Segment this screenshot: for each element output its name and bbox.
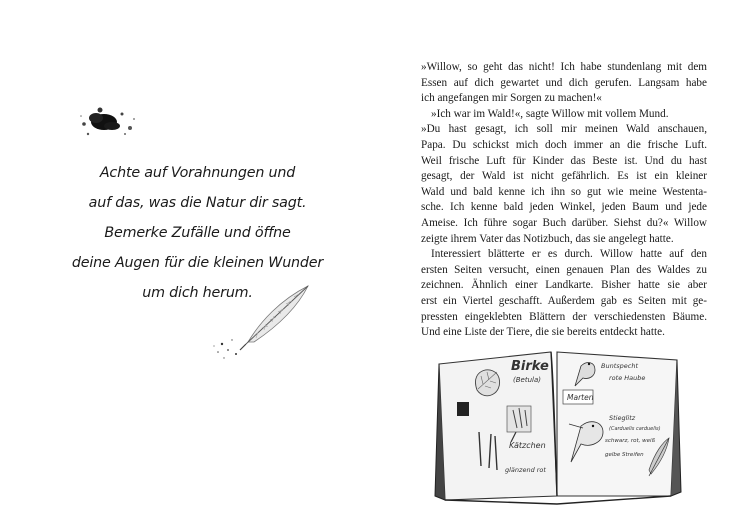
quote-line: deine Augen für die kleinen Wunder — [71, 255, 324, 271]
open-notebook-illustration — [433, 346, 683, 506]
text-line: Papa. Du schickst mich doch immer an die frische Luft. — [421, 138, 707, 151]
text-line: ich angefangen mir Sorgen zu machen!« — [421, 92, 602, 105]
quote-line: Bemerke Zufälle und öffne — [104, 225, 291, 241]
text-line: »Du hast gesagt, ich soll mir meinen Wald anschauen, — [421, 123, 707, 136]
text-line: erst ein Viertel geschafft. Außerdem gab es Seiten mit ge- — [421, 294, 707, 307]
sketch-label-rote-haube: rote Haube — [609, 374, 646, 382]
text-line: Interessiert blätterte er es durch. Willow hatte auf den — [431, 248, 707, 261]
sketch-label-buntspecht: Buntspecht — [601, 362, 639, 370]
sketch-label-stieglitz: Stieglitz — [609, 414, 636, 422]
sketch-label-marten: Marten — [567, 393, 594, 402]
text-line: zeichnen. Ähnlich einer Landkarte. Bisher hatte sie aber — [421, 279, 707, 292]
right-page — [375, 0, 750, 530]
text-line: Und eine Liste der Tiere, die sie bereits entdeckt hatte. — [421, 326, 665, 339]
quote-line: Achte auf Vorahnungen und — [99, 165, 296, 181]
text-line: pressten eingeklebten Blättern der verschiedensten Bäume. — [421, 310, 707, 323]
sketch-label-betula: (Betula) — [513, 376, 541, 384]
sketch-label-glaenzend: glänzend rot — [505, 466, 546, 474]
sketch-label-kaetzchen: Kätzchen — [509, 441, 546, 450]
feather-quill-illustration — [210, 282, 320, 362]
sketch-label-stieglitz-latin: (Carduelis carduelis) — [609, 426, 661, 432]
text-line: zeigte ihrem Vater das Notizbuch, das sie angelegt hatte. — [421, 232, 674, 245]
ink-blot-illustration — [78, 104, 140, 140]
text-line: »Ich war im Wald!«, sagte Willow mit vollem Mund. — [431, 107, 669, 120]
text-line: Weil frische Luft für Kinder das Beste ist. Und du hast — [421, 154, 707, 167]
quote-line: auf das, was die Natur dir sagt. — [88, 195, 307, 211]
text-line: Ameise. Ich führe sogar Buch darüber. Siehst du?« Willow — [421, 216, 707, 229]
story-text — [421, 60, 707, 341]
sketch-label-stieglitz-stripes: gelbe Streifen — [605, 452, 644, 458]
sketch-label-birke: Birke — [511, 359, 549, 374]
quote-line: um dich herum. — [142, 285, 253, 301]
sketch-label-stieglitz-colors: schwarz, rot, weiß — [605, 438, 656, 444]
text-line: Wald und bald kenne ich ihn so gut wie meine Westenta- — [421, 185, 707, 198]
text-line: Essen auf dich gewartet und dich gerufen. Langsam habe — [421, 76, 707, 89]
text-line: sche. Ich kenne bald jeden Winkel, jeden Baum und jede — [421, 201, 707, 214]
text-line: gesagt, der Wald ist nicht gefährlich. Es ist ein kleiner — [421, 170, 707, 183]
text-line: ersten Seiten versucht, einen genauen Plan des Waldes zu — [421, 263, 707, 276]
text-line: »Willow, so geht das nicht! Ich habe stundenlang mit dem — [421, 61, 707, 73]
